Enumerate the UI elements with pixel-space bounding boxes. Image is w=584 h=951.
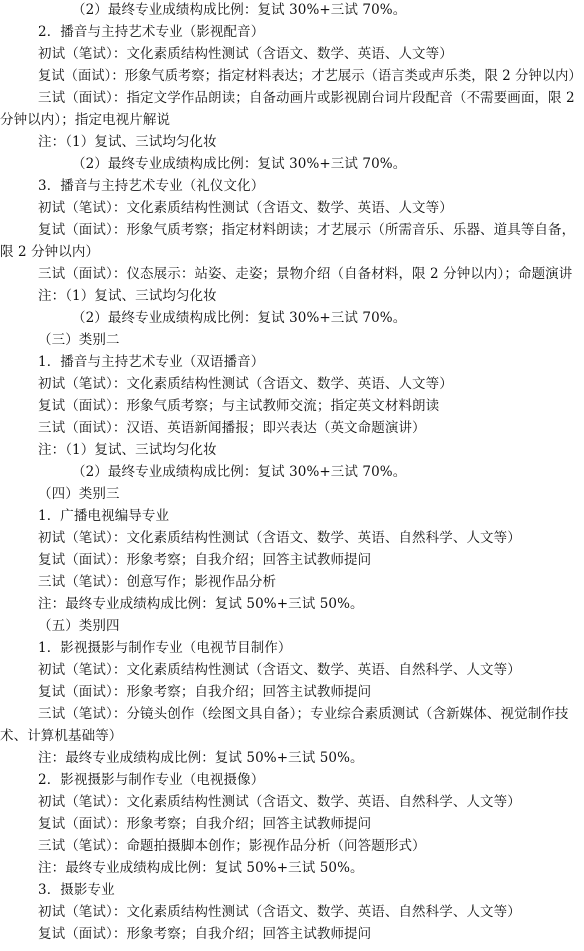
note-line: 注：最终专业成绩构成比例：复试 50%+三试 50%。: [38, 596, 364, 612]
section-heading: 2．播音与主持艺术专业（影视配音）: [38, 24, 265, 40]
note-line: （2）最终专业成绩构成比例：复试 30%+三试 70%。: [72, 464, 407, 480]
text-line: 三试（面试）：汉语、英语新闻播报；即兴表达（英文命题演讲）: [38, 420, 426, 436]
text-line: 三试（笔试）：命题拍摄脚本创作；影视作品分析（问答题形式）: [38, 838, 426, 854]
text-line: 复试（面试）：形象考察；自我介绍；回答主试教师提问: [38, 552, 372, 568]
text-line: 复试（面试）：形象气质考察；指定材料表达；才艺展示（语言类或声乐类，限 2 分钟以内）: [38, 68, 582, 84]
text-line: 初试（笔试）：文化素质结构性测试（含语文、数学、英语、自然科学、人文等）: [38, 662, 521, 678]
section-heading: 1．播音与主持艺术专业（双语播音）: [38, 354, 265, 370]
note-line: （2）最终专业成绩构成比例：复试 30%+三试 70%。: [72, 310, 407, 326]
note-line: 注：最终专业成绩构成比例：复试 50%+三试 50%。: [38, 860, 364, 876]
category-heading: （三）类别二: [38, 332, 120, 348]
note-line: 注：（1）复试、三试均匀化妆: [38, 134, 217, 150]
category-heading: （四）类别三: [38, 486, 120, 502]
category-heading: （五）类别四: [38, 618, 120, 634]
text-line: 三试（面试）：指定文学作品朗读；自备动画片或影视剧台词片段配音（不需要画面，限 2: [38, 90, 575, 106]
section-heading: 3．播音与主持艺术专业（礼仪文化）: [38, 178, 265, 194]
text-line: 初试（笔试）：文化素质结构性测试（含语文、数学、英语、自然科学、人文等）: [38, 794, 521, 810]
text-line: 初试（笔试）：文化素质结构性测试（含语文、数学、英语、人文等）: [38, 46, 453, 62]
text-line: 三试（面试）：仪态展示：站姿、走姿；景物介绍（自备材料，限 2 分钟以内）；命题演讲: [38, 266, 573, 282]
text-line: 限 2 分钟以内）: [0, 244, 100, 260]
text-line: 初试（笔试）：文化素质结构性测试（含语文、数学、英语、人文等）: [38, 376, 453, 392]
text-line: 初试（笔试）：文化素质结构性测试（含语文、数学、英语、自然科学、人文等）: [38, 530, 521, 546]
text-line: 复试（面试）：形象考察；自我介绍；回答主试教师提问: [38, 684, 372, 700]
text-line: 复试（面试）：形象考察；自我介绍；回答主试教师提问: [38, 816, 372, 832]
text-line: 复试（面试）：形象气质考察；与主试教师交流；指定英文材料朗读: [38, 398, 440, 414]
text-line: 初试（笔试）：文化素质结构性测试（含语文、数学、英语、自然科学、人文等）: [38, 904, 521, 920]
text-line: 术、计算机基础等）: [0, 728, 123, 744]
note-line: （2）最终专业成绩构成比例：复试 30%+三试 70%。: [72, 156, 407, 172]
section-heading: 1．影视摄影与制作专业（电视节目制作）: [38, 640, 292, 656]
text-line: 复试（面试）：形象气质考察；指定材料朗读；才艺展示（所需音乐、乐器、道具等自备，: [38, 222, 576, 238]
text-line: 三试（笔试）：创意写作；影视作品分析: [38, 574, 277, 590]
text-line: 分钟以内）；指定电视片解说: [0, 112, 171, 128]
text-line: （2）最终专业成绩构成比例：复试 30%+三试 70%。: [72, 2, 407, 18]
text-line: 三试（笔试）：分镜头创作（绘图文具自备）；专业综合素质测试（含新媒体、视觉制作技: [38, 706, 569, 722]
text-line: 初试（笔试）：文化素质结构性测试（含语文、数学、英语、人文等）: [38, 200, 453, 216]
section-heading: 3．摄影专业: [38, 882, 115, 898]
note-line: 注：（1）复试、三试均匀化妆: [38, 442, 217, 458]
note-line: 注：（1）复试、三试均匀化妆: [38, 288, 217, 304]
note-line: 注：最终专业成绩构成比例：复试 50%+三试 50%。: [38, 750, 364, 766]
text-line: 复试（面试）：形象考察；自我介绍；回答主试教师提问: [38, 926, 372, 942]
section-heading: 2．影视摄影与制作专业（电视摄像）: [38, 772, 265, 788]
section-heading: 1．广播电视编导专业: [38, 508, 170, 524]
